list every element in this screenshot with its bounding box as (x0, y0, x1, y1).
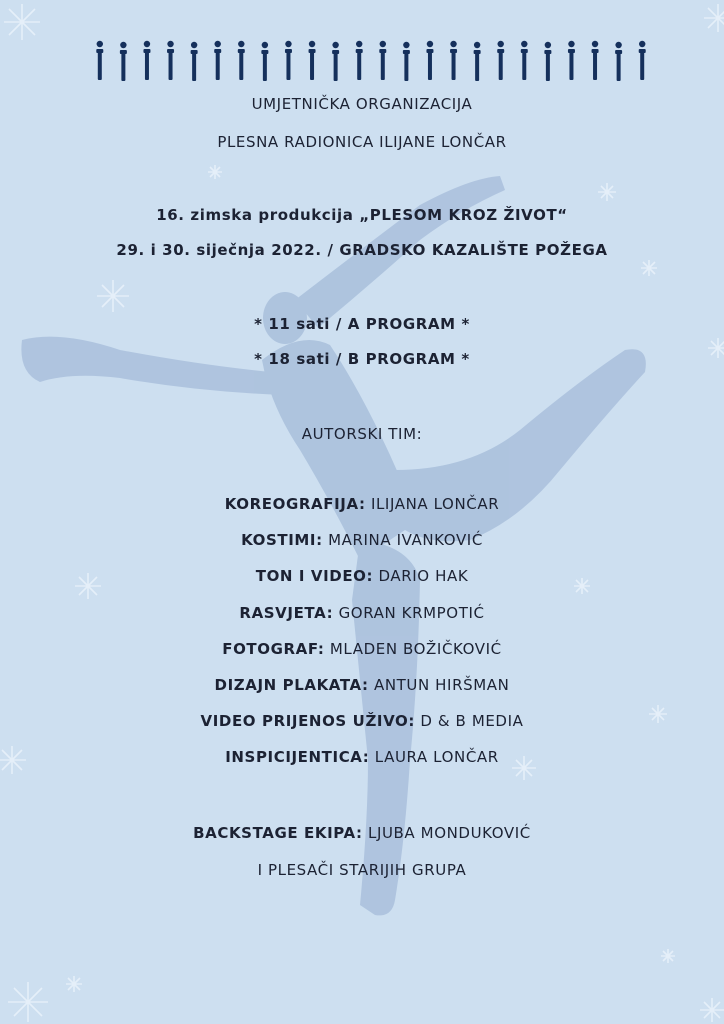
credit-row (0, 676, 724, 694)
dancer-figure-icon (403, 42, 410, 81)
dancer-figure-icon (379, 41, 386, 80)
production-title: 16. zimska produkcija „PLESOM KROZ ŽIVOT“ (156, 206, 568, 224)
dancer-figure-icon (592, 41, 599, 80)
dancer-figure-icon (615, 42, 622, 81)
credit-role: BACKSTAGE EKIPA: (193, 824, 363, 842)
credit-row (0, 604, 724, 622)
credit-name: MLADEN BOŽIČKOVIĆ (329, 639, 502, 658)
credit-role: FOTOGRAF: (222, 639, 325, 658)
dancer-figure-icon (96, 41, 103, 80)
dancer-figure-icon (521, 41, 528, 80)
credit-row (0, 567, 724, 585)
dancer-figure-icon (143, 41, 150, 80)
credit-row (0, 495, 724, 513)
dancer-figure-icon (639, 41, 646, 80)
credit-row-backstage (0, 824, 724, 842)
credit-role: TON I VIDEO: (255, 567, 374, 586)
dancer-figure-icon (214, 41, 221, 80)
credit-row (0, 640, 724, 658)
backstage-extra: I PLESAČI STARIJIH GRUPA (257, 861, 467, 879)
credit-name: ILIJANA LONČAR (370, 495, 500, 513)
dancer-figure-icon (261, 42, 268, 81)
dancer-figure-icon (568, 41, 575, 80)
dancer-figure-icon (285, 41, 292, 80)
dancer-figure-icon (167, 41, 174, 80)
credit-role: KOREOGRAFIJA: (224, 495, 366, 513)
credit-role: DIZAJN PLAKATA: (214, 676, 369, 694)
dancer-figure-icon (426, 41, 433, 80)
credit-role: RASVJETA: (239, 603, 334, 622)
team-heading: AUTORSKI TIM: (301, 425, 423, 443)
dancer-figure-icon (120, 42, 127, 81)
credit-name: LAURA LONČAR (374, 748, 499, 767)
organization-name: PLESNA RADIONICA ILIJANE LONČAR (217, 133, 507, 151)
dancer-figure-icon (332, 42, 339, 81)
credit-name: GORAN KRMPOTIĆ (338, 603, 485, 622)
dancer-figure-icon (474, 42, 481, 81)
credit-name: ANTUN HIRŠMAN (373, 676, 510, 694)
dancer-figure-icon (191, 42, 198, 81)
credit-name: MARINA IVANKOVIĆ (328, 531, 483, 550)
dancer-figure-icon (497, 41, 504, 80)
program-a-time: * 11 sati / A PROGRAM * (254, 315, 470, 333)
date-venue: 29. i 30. siječnja 2022. / GRADSKO KAZALIŠTE POŽEGA (116, 241, 608, 259)
program-b-time: * 18 sati / B PROGRAM * (254, 350, 470, 368)
credit-name: D & B MEDIA (420, 712, 524, 731)
dancer-figure-icon (356, 41, 363, 80)
dancer-figure-icon (238, 41, 245, 80)
credit-role: VIDEO PRIJENOS UŽIVO: (200, 712, 415, 731)
credit-row (0, 748, 724, 766)
credit-name: LJUBA MONDUKOVIĆ (367, 824, 531, 842)
credit-role: KOSTIMI: (241, 531, 323, 550)
organization-type: UMJETNIČKA ORGANIZACIJA (251, 95, 473, 113)
credit-role: INSPICIJENTICA: (225, 748, 370, 767)
dancer-figure-icon (544, 42, 551, 81)
credit-row (0, 712, 724, 730)
dancer-figure-icon (450, 41, 457, 80)
dancer-figure-icon (309, 41, 316, 80)
credit-row (0, 531, 724, 549)
dancer-figures-logo-icon (88, 40, 654, 82)
credit-name: DARIO HAK (378, 567, 469, 586)
